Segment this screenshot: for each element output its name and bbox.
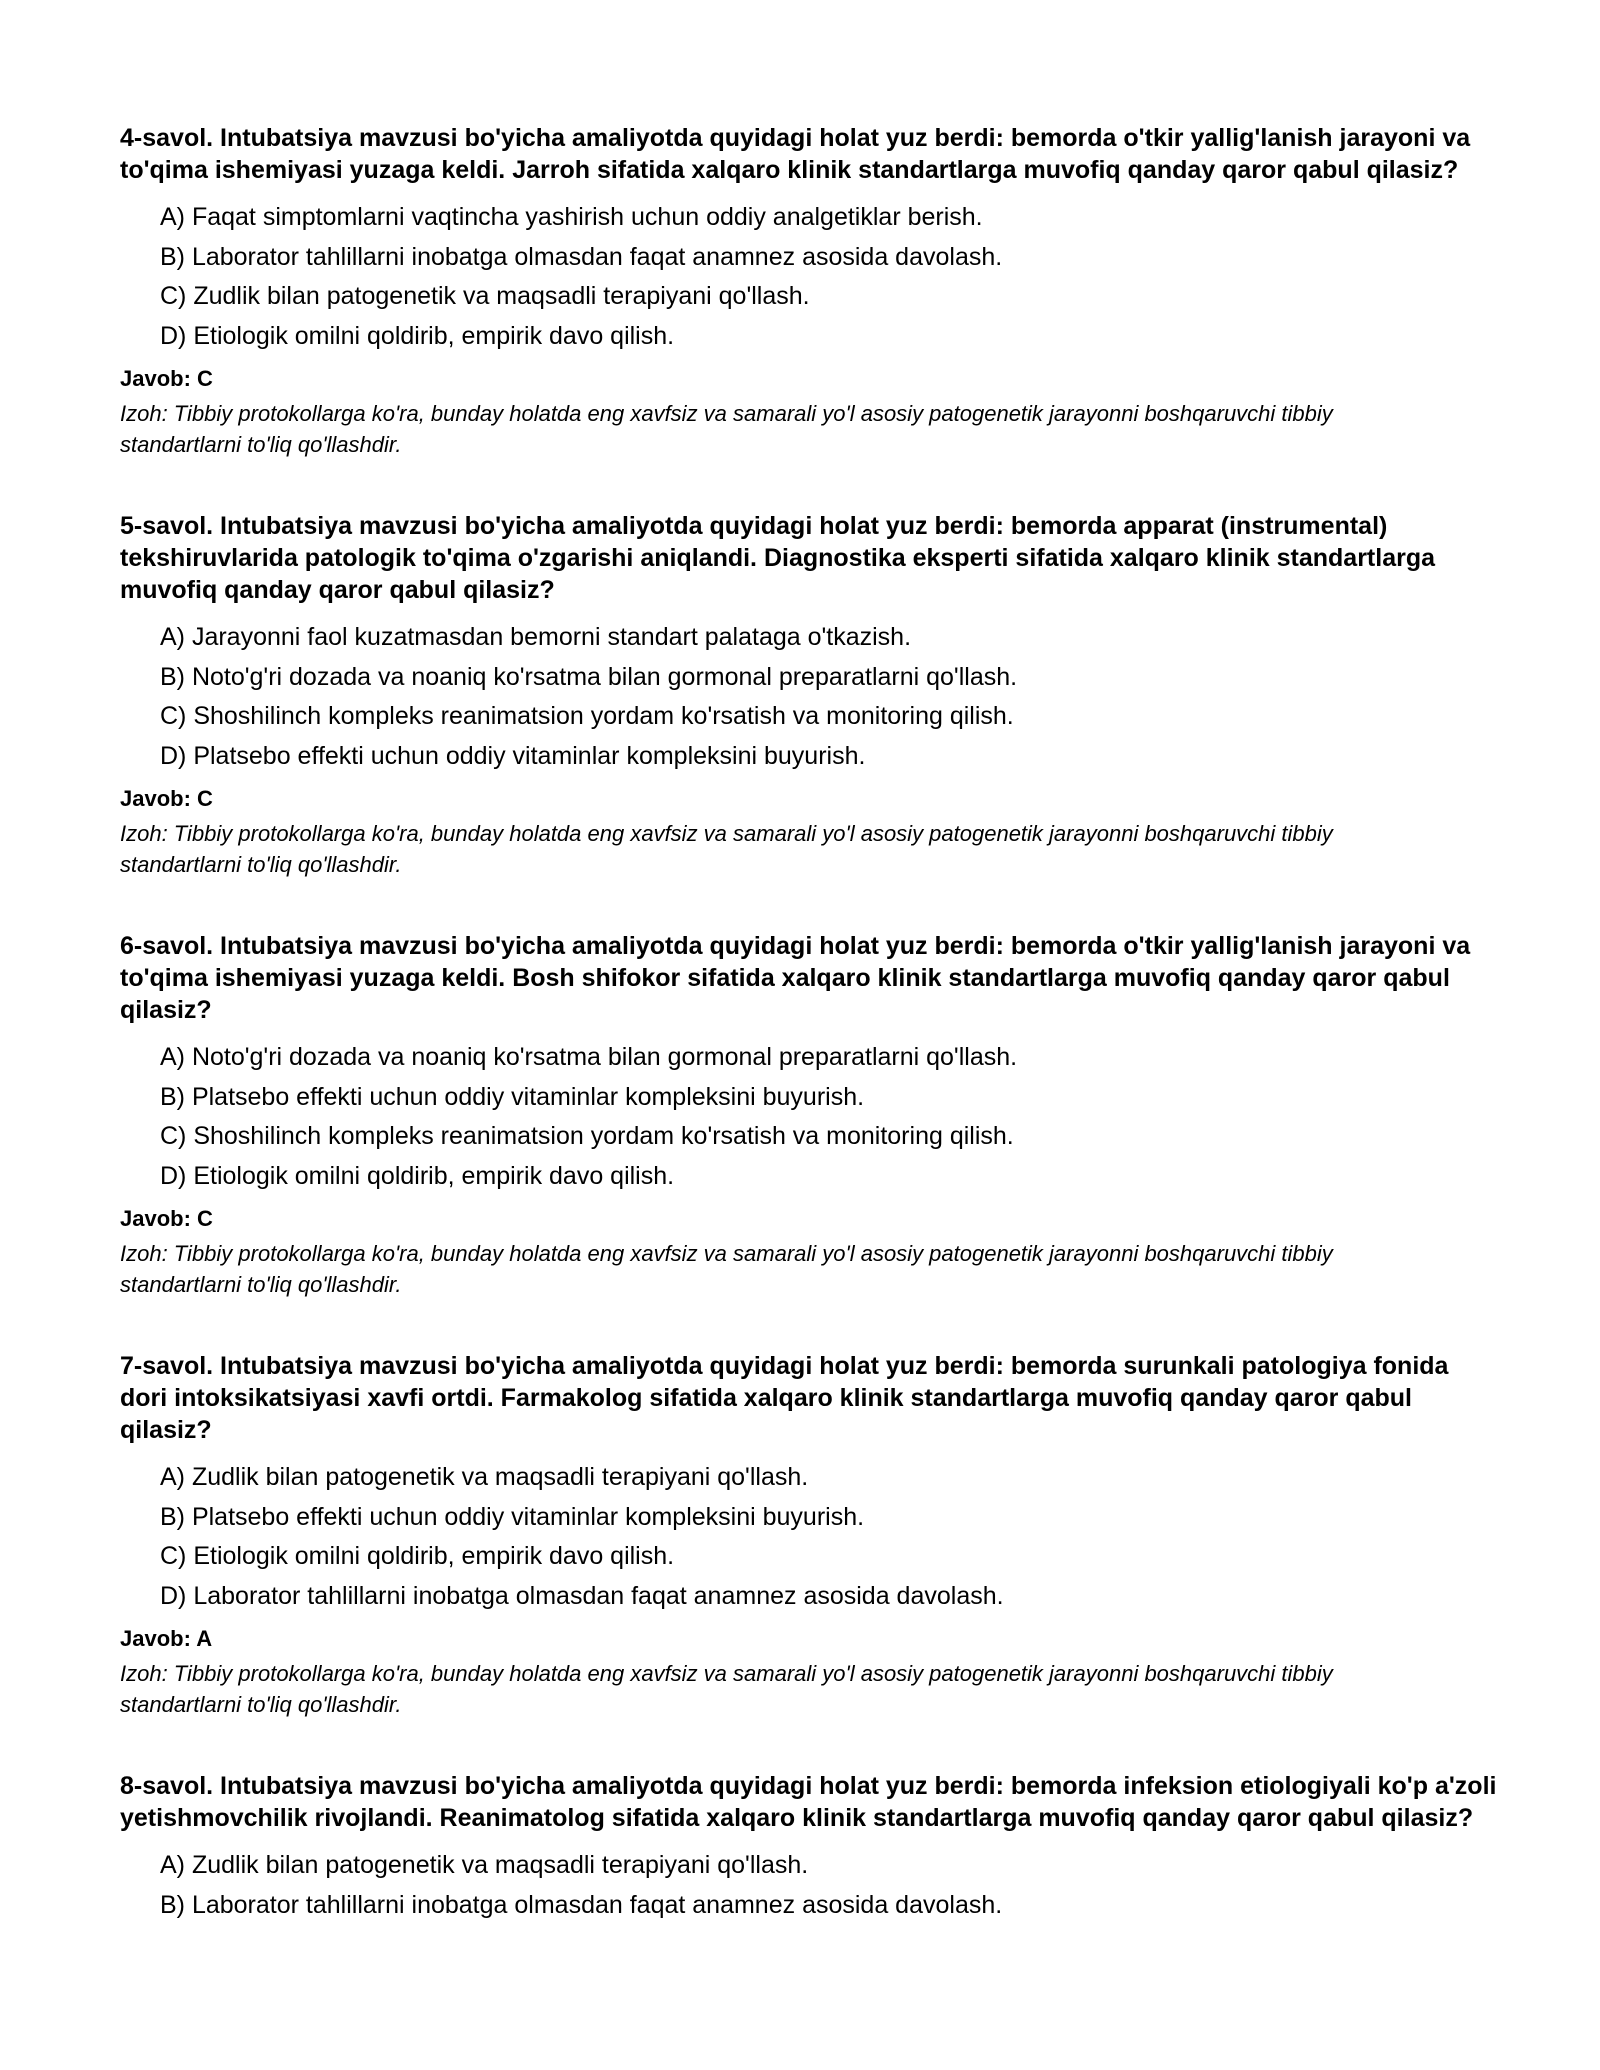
options-list (120, 1038, 1500, 1196)
option-a: A) Faqat simptomlarni vaqtincha yashirish uchun oddiy analgetiklar berish. (160, 203, 983, 231)
question-block (120, 1350, 1500, 1720)
question-block (120, 930, 1500, 1300)
option-b: B) Laborator tahlillarni inobatga olmasdan faqat anamnez asosida davolash. (160, 1890, 1003, 1919)
options-list (120, 1846, 1500, 1925)
option-d: D) Etiologik omilni qoldirib, empirik davo qilish. (160, 1161, 675, 1190)
question-title: 7-savol. Intubatsiya mavzusi bo'yicha amaliyotda quyidagi holat yuz berdi: bemorda surunkali patologiya fonida dori intoksikatsiyasi xavfi ortdi. Farmakolog sifatida xalqaro klinik standartlarga muvofiq qanday qaror qabul qilasiz? (120, 1352, 1449, 1444)
answer-label: Javob: C (120, 786, 213, 811)
option-c: C) Zudlik bilan patogenetik va maqsadli terapiyani qo'llash. (160, 282, 810, 310)
option-c: C) Etiologik omilni qoldirib, empirik davo qilish. (160, 1542, 675, 1570)
question-title: 8-savol. Intubatsiya mavzusi bo'yicha amaliyotda quyidagi holat yuz berdi: bemorda infeksion etiologiyali ko'p a'zoli yetishmovchilik rivojlandi. Reanimatolog sifatida xalqaro klinik standartlarga muvofiq qanday qaror qabul qilasiz? (120, 1772, 1497, 1832)
options-list (120, 1458, 1500, 1616)
option-b: B) Laborator tahlillarni inobatga olmasdan faqat anamnez asosida davolash. (160, 242, 1003, 271)
question-title: 5-savol. Intubatsiya mavzusi bo'yicha amaliyotda quyidagi holat yuz berdi: bemorda apparat (instrumental) tekshiruvlarida patologik to'qima o'zgarishi aniqlandi. Diagnostika eksperti sifatida xalqaro klinik standartlarga muvofiq qanday qaror qabul qilasiz? (120, 512, 1436, 604)
option-b: B) Platsebo effekti uchun oddiy vitaminlar kompleksini buyurish. (160, 1082, 865, 1111)
explanation-note: Izoh: Tibbiy protokollarga ko'ra, bunday holatda eng xavfsiz va samarali yo'l asosiy patogenetik jarayonni boshqaruvchi tibbiy standartlarni to'liq qo'llashdir. (120, 821, 1333, 877)
option-d: D) Laborator tahlillarni inobatga olmasdan faqat anamnez asosida davolash. (160, 1581, 1004, 1610)
options-list (120, 618, 1500, 776)
question-block (120, 1770, 1500, 1925)
document-page (120, 122, 1500, 1975)
answer-label: Javob: A (120, 1626, 213, 1651)
option-c: C) Shoshilinch kompleks reanimatsion yordam ko'rsatish va monitoring qilish. (160, 1122, 1014, 1150)
answer-label: Javob: C (120, 366, 213, 391)
option-b: B) Platsebo effekti uchun oddiy vitaminlar kompleksini buyurish. (160, 1502, 865, 1531)
option-d: D) Platsebo effekti uchun oddiy vitaminlar kompleksini buyurish. (160, 741, 866, 770)
option-a: A) Zudlik bilan patogenetik va maqsadli terapiyani qo'llash. (160, 1851, 809, 1879)
question-title: 6-savol. Intubatsiya mavzusi bo'yicha amaliyotda quyidagi holat yuz berdi: bemorda o'tkir yallig'lanish jarayoni va to'qima ishemiyasi yuzaga keldi. Bosh shifokor sifatida xalqaro klinik standartlarga muvofiq qanday qaror qabul qilasiz? (120, 932, 1471, 1024)
option-d: D) Etiologik omilni qoldirib, empirik davo qilish. (160, 321, 675, 350)
option-a: A) Jarayonni faol kuzatmasdan bemorni standart palataga o'tkazish. (160, 623, 912, 651)
explanation-note: Izoh: Tibbiy protokollarga ko'ra, bunday holatda eng xavfsiz va samarali yo'l asosiy patogenetik jarayonni boshqaruvchi tibbiy standartlarni to'liq qo'llashdir. (120, 1241, 1333, 1297)
option-a: A) Zudlik bilan patogenetik va maqsadli terapiyani qo'llash. (160, 1463, 809, 1491)
explanation-note: Izoh: Tibbiy protokollarga ko'ra, bunday holatda eng xavfsiz va samarali yo'l asosiy patogenetik jarayonni boshqaruvchi tibbiy standartlarni to'liq qo'llashdir. (120, 401, 1333, 457)
option-b: B) Noto'g'ri dozada va noaniq ko'rsatma bilan gormonal preparatlarni qo'llash. (160, 662, 1018, 691)
question-block (120, 510, 1500, 880)
explanation-note: Izoh: Tibbiy protokollarga ko'ra, bunday holatda eng xavfsiz va samarali yo'l asosiy patogenetik jarayonni boshqaruvchi tibbiy standartlarni to'liq qo'llashdir. (120, 1661, 1333, 1717)
question-title: 4-savol. Intubatsiya mavzusi bo'yicha amaliyotda quyidagi holat yuz berdi: bemorda o'tkir yallig'lanish jarayoni va to'qima ishemiyasi yuzaga keldi. Jarroh sifatida xalqaro klinik standartlarga muvofiq qanday qaror qabul qilasiz? (120, 124, 1471, 184)
option-a: A) Noto'g'ri dozada va noaniq ko'rsatma bilan gormonal preparatlarni qo'llash. (160, 1043, 1018, 1071)
question-block (120, 122, 1500, 460)
option-c: C) Shoshilinch kompleks reanimatsion yordam ko'rsatish va monitoring qilish. (160, 702, 1014, 730)
answer-label: Javob: C (120, 1206, 213, 1231)
options-list (120, 198, 1500, 356)
